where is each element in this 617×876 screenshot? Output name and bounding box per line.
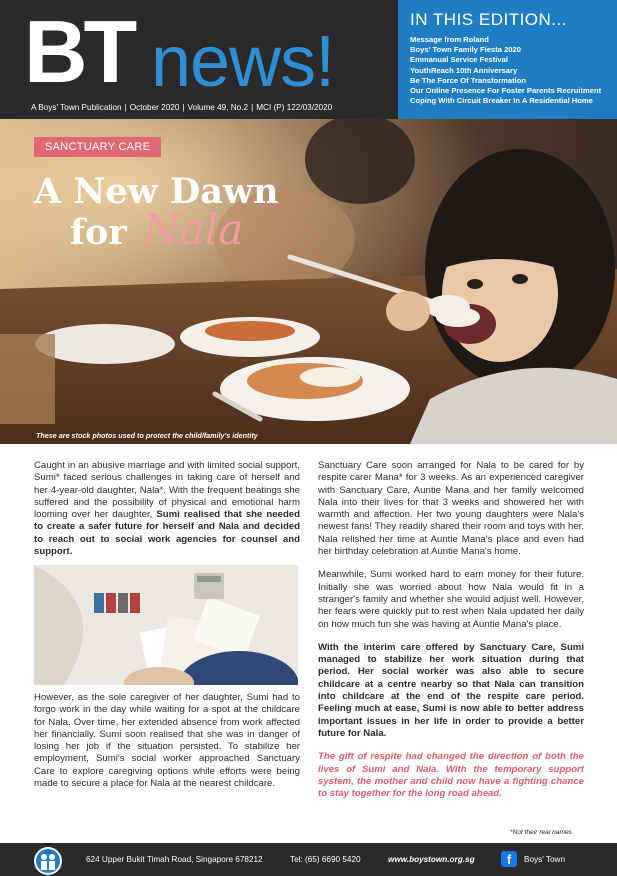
article-closing-quote: The gift of respite had changed the direction of both the lives of Sumi and Nala. With the temporary support system, the mother and child now have a fighting chance to stay together for the long road ahead. <box>318 751 584 800</box>
publisher: A Boys' Town Publication <box>31 103 122 112</box>
article-column-left-bottom <box>34 692 300 801</box>
article-paragraph <box>34 460 300 558</box>
inline-photo <box>34 565 298 685</box>
edition-item[interactable]: Our Online Presence For Foster Parents Recruitment <box>410 86 602 96</box>
logo-bt: BT <box>24 2 134 101</box>
article-paragraph: However, as the sole caregiver of her daughter, Sumi had to forgo work in the day while waiting for a spot at the childcare for Nala. Over time, her extended absence from work affected her financially. Sumi soon realised that she was in danger of losing her job if the situation persisted. To stabilize her employment, Sumi's social worker approached Sanctuary Care to explore caregiving options while efforts were being made to secure a place for Nala at the nearest childcare. <box>34 692 300 790</box>
footer-address: 624 Upper Bukit Timah Road, Singapore 678212 <box>86 855 263 864</box>
paragraph-emphasis: Sumi realised that she needed to create a safer future for herself and Nala and decided to reach out to social work agencies for counsel and support. <box>34 509 300 558</box>
footer-website-link[interactable]: www.boystown.org.sg <box>388 855 475 864</box>
issue-date: October 2020 <box>129 103 180 112</box>
footer <box>0 843 617 876</box>
footnote: *Not their real names <box>510 829 572 836</box>
article-column-left-top <box>34 460 300 569</box>
hero-photo-illustration <box>0 119 617 444</box>
in-this-edition-panel <box>398 0 617 119</box>
hero-photo <box>0 119 617 444</box>
footer-telephone[interactable]: Tel: (65) 6690 5420 <box>290 855 361 864</box>
masthead <box>0 0 617 119</box>
mci-number: MCI (P) 122/03/2020 <box>256 103 333 112</box>
article-paragraph: Sanctuary Care soon arranged for Nala to be cared for by respite carer Mana* for 3 weeks. As an experienced caregiver with Sanctuary Care, Auntie Mana and her family welcomed Nala into their lives for that 3 weeks and showered her with warmth and affection. Her two young daughters were Nala's newest fans! They readily shared their room and toys with her. Nala relished her time at Auntie Mana's place and even had her birthday celebration at Auntie Mana's home. <box>318 460 584 558</box>
headline-line1: A New Dawn <box>34 171 279 212</box>
edition-title: IN THIS EDITION... <box>410 10 567 29</box>
issue-volume: Volume 49, No.2 <box>187 103 249 112</box>
paragraph-text: Caught in an abusive marriage and with limited social support, Sumi* faced serious challenges in taking care of herself and her 4-year-old daughter, Nala*. With the frequent beatings she suffered and the possibility of physical and emotional harm looming over her daughter, <box>34 460 300 521</box>
edition-item[interactable]: YouthReach 10th Anniversary <box>410 65 518 75</box>
section-tag-badge: SANCTUARY CARE <box>34 137 161 157</box>
facebook-icon[interactable]: f <box>501 851 517 867</box>
article-paragraph: Meanwhile, Sumi worked hard to earn money for their future. Initially she was worried about how Nala would fit in a stranger's family and whether she would adjust well. However, her fears were quickly put to rest when Nala updated her daily on how much fun she was having at Auntie Mana's place. <box>318 569 584 630</box>
boys-town-logo-icon <box>33 846 63 876</box>
edition-item[interactable]: Boys' Town Family Fiesta 2020 <box>410 45 521 55</box>
edition-item[interactable]: Message from Roland <box>410 35 489 44</box>
article-paragraph-bold: With the interim care offered by Sanctuary Care, Sumi managed to stabilize her work situation during that period. Her social worker was also able to secure childcare at a centre nearby so that Nala can transition into childcare at the end of the respite care period. Feeling much at ease, Sumi is now able to better address important issues in her life in order to provide a better future for Nala. <box>318 641 584 739</box>
inline-photo-illustration <box>34 565 298 685</box>
article-column-right <box>318 460 584 811</box>
headline-line2: for <box>70 212 127 253</box>
logo-news: news! <box>151 22 335 102</box>
edition-item[interactable]: Coping With Circuit Breaker In A Residential Home <box>410 96 593 106</box>
photo-caption: These are stock photos used to protect the child/family's identity <box>36 431 258 440</box>
edition-item[interactable]: Be The Force Of Transformation <box>410 75 527 85</box>
edition-item[interactable]: Emmanual Service Festival <box>410 55 508 65</box>
footer-facebook-link[interactable]: Boys' Town <box>524 855 566 864</box>
issue-tagline: A Boys' Town Publication | October 2020 | Volume 49, No.2 | MCI (P) 122/03/2020 <box>31 103 333 112</box>
headline-script: Nala <box>143 205 244 254</box>
